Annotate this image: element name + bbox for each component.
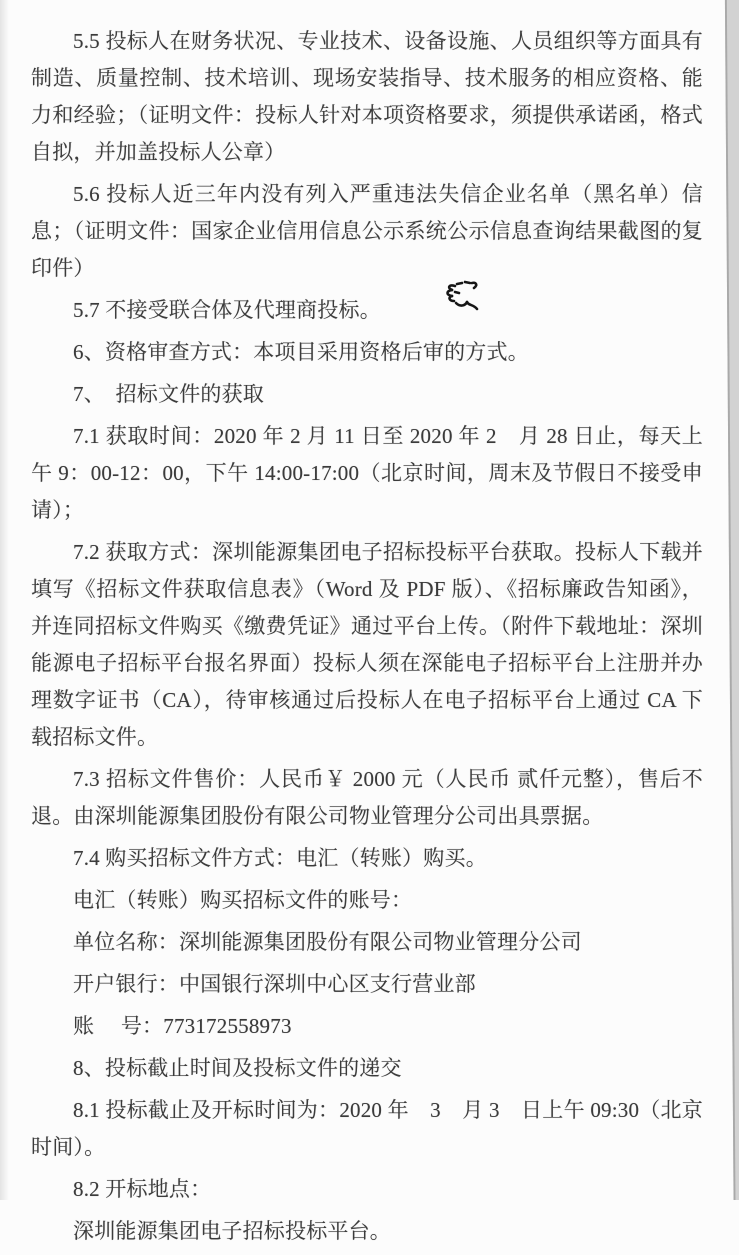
clause-6: 6、资格审查方式：本项目采用资格后审的方式。	[73, 340, 529, 364]
account-intro: 电汇（转账）购买招标文件的账号：	[73, 888, 413, 912]
page-left-edge-shadow	[0, 0, 9, 1200]
clause-7-heading: 7、 招标文件的获取	[73, 382, 264, 406]
clause-5-7: 5.7 不接受联合体及代理商投标。	[73, 298, 381, 322]
clause-8-heading: 8、投标截止时间及投标文件的递交	[73, 1056, 402, 1080]
clause-5-6: 5.6 投标人近三年内没有列入严重违法失信企业名单（黑名单）信息；（证明文件：国家企业信用信息公示系统公示信息查询结果截图的复印件）	[31, 182, 703, 280]
document-content	[31, 23, 703, 1255]
clause-7-2: 7.2 获取方式：深圳能源集团电子招标投标平台获取。投标人下载并填写《招标文件获取信息表》（Word 及 PDF 版）、《招标廉政告知函》，并连同招标文件购买《缴费凭证》通过平台上传。（附件下载地址：深圳能源电子招标平台报名界面）投标人须在深能电子招标平台上注册并办理数字证书（CA），待审核通过后投标人在电子招标平台上通过 CA 下载招标文件。	[31, 540, 703, 749]
account-bank: 开户银行：中国银行深圳中心区支行营业部	[73, 972, 476, 996]
clause-7-3: 7.3 招标文件售价：人民币￥ 2000 元（人民币 贰仟元整），售后不退。由深圳能源集团股份有限公司物业管理分公司出具票据。	[31, 767, 703, 828]
clause-8-1: 8.1 投标截止及开标时间为：2020 年 3 月 3 日上午 09:30（北京时间）。	[31, 1098, 703, 1159]
hand-cursor-icon	[440, 279, 488, 314]
clause-7-4: 7.4 购买招标文件方式：电汇（转账）购买。	[73, 846, 487, 870]
clause-7-1: 7.1 获取时间：2020 年 2 月 11 日至 2020 年 2 月 28 日止，每天上午 9：00-12：00，下午 14:00-17:00（北京时间，周末及节假日不接受申请）；	[31, 424, 703, 522]
account-number: 账 号：773172558973	[73, 1014, 292, 1038]
opening-location: 深圳能源集团电子招标投标平台。	[73, 1219, 391, 1243]
account-company-name: 单位名称：深圳能源集团股份有限公司物业管理分公司	[73, 930, 582, 954]
clause-5-5: 5.5 投标人在财务状况、专业技术、设备设施、人员组织等方面具有制造、质量控制、技术培训、现场安装指导、技术服务的相应资格、能力和经验；（证明文件：投标人针对本项资格要求，须提供承诺函，格式自拟，并加盖投标人公章）	[31, 29, 703, 164]
clause-8-2: 8.2 开标地点：	[73, 1177, 212, 1201]
